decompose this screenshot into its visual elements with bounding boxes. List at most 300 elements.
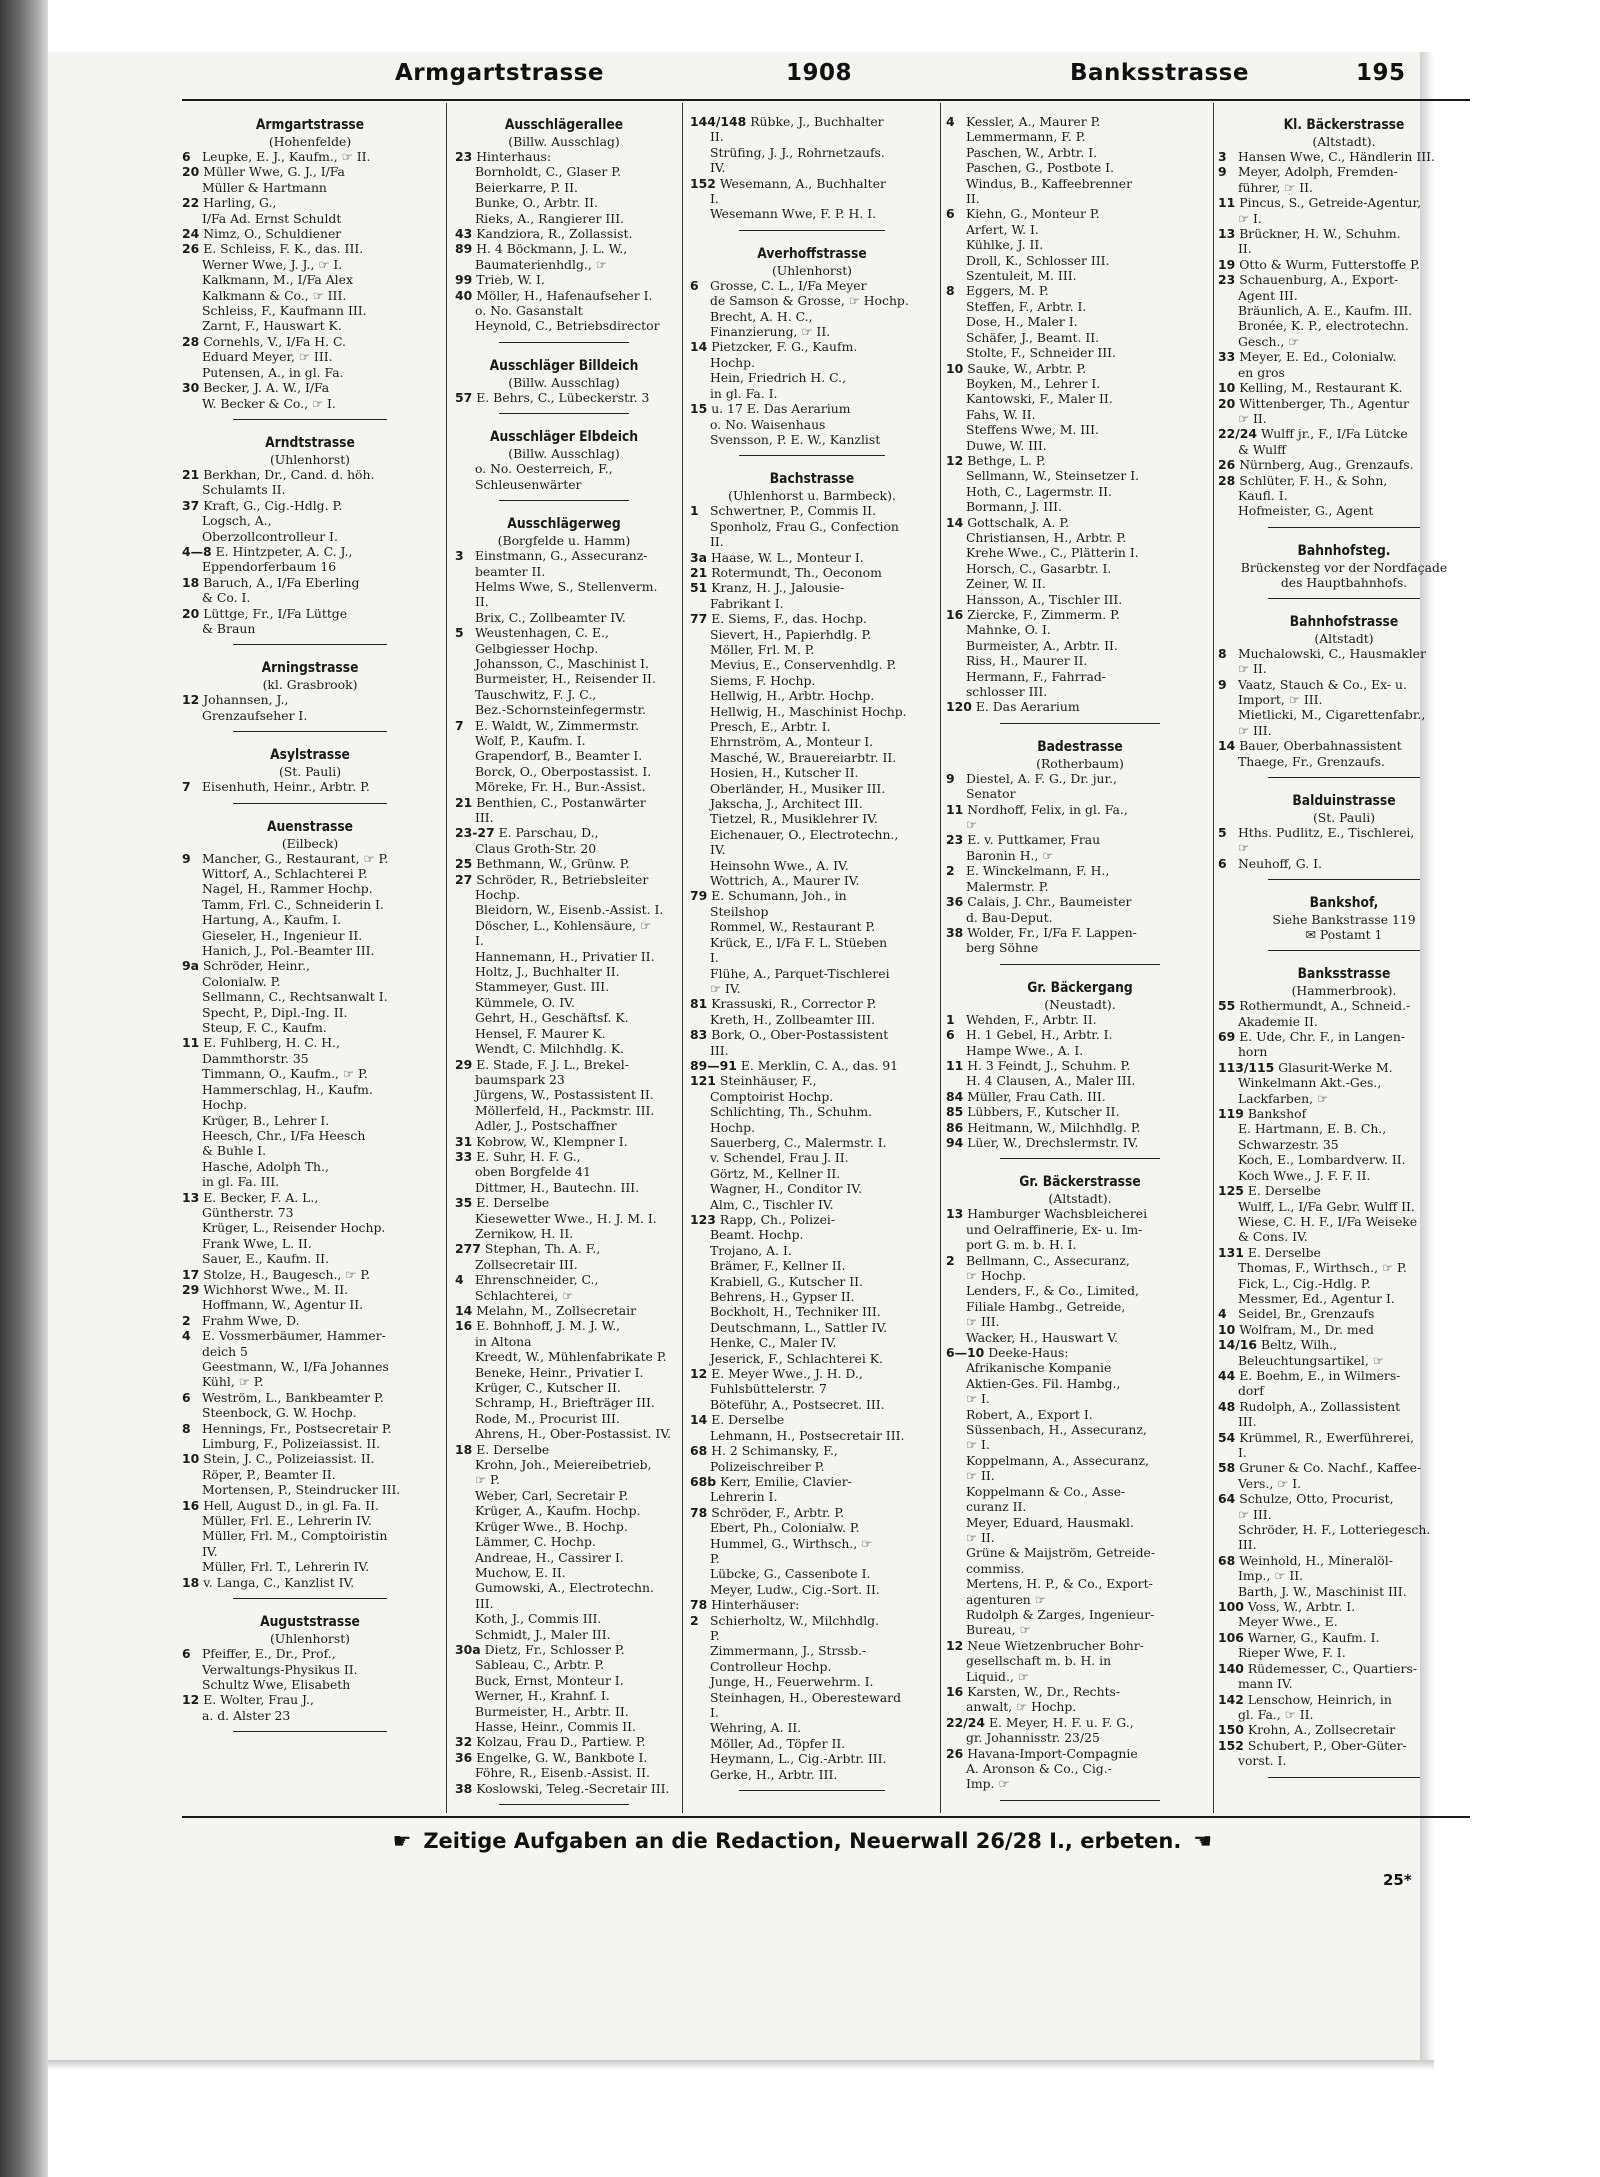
house-number: 14/16	[1218, 1337, 1258, 1353]
resident-text: Kiehn, G., Monteur P.	[965, 206, 1100, 222]
resident-entry	[455, 964, 673, 979]
resident-entry	[690, 657, 934, 672]
resident-text: W. Becker & Co., ☞ I.	[201, 395, 336, 411]
resident-text: berg Söhne	[965, 940, 1039, 956]
resident-entry	[455, 1164, 673, 1179]
street-block	[1218, 116, 1470, 528]
resident-entry	[455, 180, 673, 195]
street-district: (St. Pauli)	[1312, 810, 1376, 825]
resident-entry	[455, 810, 673, 825]
resident-entry	[182, 1662, 438, 1677]
block-separator	[233, 1598, 387, 1599]
resident-text: Sableau, C., Arbtr. P.	[474, 1657, 605, 1673]
resident-entry	[690, 935, 934, 950]
resident-entry	[455, 1288, 673, 1303]
resident-entry	[455, 1580, 673, 1595]
resident-text: ☞ I.	[965, 1437, 990, 1453]
resident-text: Steffens Wwe, M. III.	[965, 422, 1099, 438]
house-number: 15	[690, 401, 708, 417]
resident-entry	[455, 1781, 673, 1796]
resident-entry	[946, 832, 1214, 847]
resident-text: Steup, F. C., Kaufm.	[201, 1020, 327, 1036]
resident-text: E. Derselbe	[1247, 1244, 1321, 1260]
house-number: 1	[690, 503, 699, 519]
resident-text: Deutschmann, L., Sattler IV.	[709, 1319, 888, 1335]
resident-entry	[946, 1530, 1214, 1545]
resident-text: Buck, Ernst, Monteur I.	[474, 1672, 624, 1688]
resident-text: Polizeischreiber P.	[709, 1458, 825, 1474]
resident-entry	[182, 1575, 438, 1590]
resident-text: Müller, Frl. T., Lehrerin IV.	[201, 1559, 370, 1575]
resident-entry	[1218, 1476, 1470, 1491]
resident-entry	[1218, 1276, 1470, 1291]
resident-entry	[1218, 303, 1470, 318]
resident-entry	[946, 1484, 1214, 1499]
resident-entry	[946, 786, 1214, 801]
house-number: 6	[182, 1389, 191, 1405]
house-number: 4	[946, 114, 955, 129]
resident-entry	[690, 1058, 934, 1073]
resident-entry	[455, 625, 673, 640]
resident-text: Wehden, F., Arbtr. II.	[965, 1011, 1097, 1027]
resident-entry	[690, 904, 934, 919]
resident-entry	[182, 498, 438, 513]
resident-text: Föhre, R., Eisenb.-Assist. II.	[474, 1765, 650, 1781]
resident-text: Fuhlsbüttelerstr. 7	[709, 1381, 827, 1397]
resident-text: Gieseler, H., Ingenieur II.	[201, 927, 363, 943]
resident-entry	[946, 848, 1214, 863]
resident-entry	[182, 1282, 438, 1297]
resident-text: Gehrt, H., Geschäftsf. K.	[474, 1010, 629, 1026]
resident-text: Meyer, Adolph, Fremden-	[1237, 164, 1398, 180]
resident-entry	[946, 1407, 1214, 1422]
resident-entry	[455, 656, 673, 671]
resident-text: Holtz, J., Buchhalter II.	[474, 964, 620, 980]
resident-entry	[946, 376, 1214, 391]
resident-text: Beltz, Wilh.,	[1260, 1337, 1338, 1353]
resident-entry	[1218, 318, 1470, 333]
resident-text: E. Behrs, C., Lübeckerstr. 3	[476, 389, 650, 405]
pointing-hand-left-icon: ☚	[1193, 1829, 1213, 1853]
resident-entry	[690, 1150, 934, 1165]
house-number: 12	[946, 452, 964, 468]
resident-text: III.	[1237, 1537, 1257, 1553]
resident-text: und Oelraffinerie, Ex- u. Im-	[965, 1221, 1143, 1237]
house-number: 9	[182, 850, 191, 866]
resident-text: Krohn, Joh., Meiereibetrieb,	[474, 1457, 652, 1473]
resident-text: II.	[709, 534, 724, 550]
resident-text: Pietzcker, F. G., Kaufm.	[711, 339, 858, 355]
resident-text: Imp., ☞ II.	[1237, 1568, 1304, 1584]
resident-entry	[690, 1104, 934, 1119]
resident-text: Lenschow, Heinrich, in	[1247, 1691, 1392, 1707]
resident-entry	[182, 1692, 438, 1707]
resident-text: Horsch, C., Gasarbtr. I.	[965, 560, 1112, 576]
resident-text: Winkelmann Akt.-Ges.,	[1237, 1075, 1382, 1091]
resident-text: Kalkmann, M., I/Fa Alex	[201, 272, 353, 288]
resident-text: Burmeister, H., Arbtr. II.	[474, 1703, 629, 1719]
resident-text: Presch, E., Arbtr. I.	[709, 719, 831, 734]
house-number: 125	[1218, 1183, 1244, 1199]
resident-text: Muchalowski, C., Hausmakler	[1237, 645, 1426, 661]
resident-text: commiss.	[965, 1560, 1025, 1576]
resident-entry	[946, 638, 1214, 653]
resident-text: Claus Groth-Str. 20	[474, 840, 597, 856]
resident-text: Frank Wwe, L. II.	[201, 1235, 312, 1251]
resident-entry	[946, 1027, 1214, 1042]
resident-entry	[946, 361, 1214, 376]
house-number: 32	[455, 1734, 473, 1750]
resident-entry	[690, 1335, 934, 1350]
resident-text: E. Bohnhoff, J. M. J. W.,	[476, 1318, 621, 1334]
resident-text: Sauke, W., Arbtr. P.	[967, 360, 1087, 376]
resident-entry	[1218, 457, 1470, 472]
resident-entry	[690, 370, 934, 385]
resident-text: Schlachterei, ☞	[474, 1287, 574, 1303]
resident-text: Wendt, C. Milchhdlg. K.	[474, 1041, 625, 1057]
resident-entry	[690, 417, 934, 432]
resident-entry	[182, 974, 438, 989]
resident-text: Krassuski, R., Corrector P.	[711, 996, 877, 1012]
resident-text: Thaege, Fr., Grenzaufs.	[1237, 753, 1385, 769]
house-number: 8	[946, 283, 955, 299]
resident-text: Specht, P., Dipl.-Ing. II.	[201, 1004, 348, 1020]
resident-entry	[182, 943, 438, 958]
resident-text: Rommel, W., Restaurant P.	[709, 919, 876, 935]
resident-text: Müller, Frl. E., Lehrerin IV.	[201, 1513, 372, 1529]
resident-text: Trieb, W. I.	[476, 272, 545, 288]
resident-entry	[690, 704, 934, 719]
resident-entry	[690, 339, 934, 354]
resident-text: Sauer, E., Kaufm. II.	[201, 1251, 330, 1267]
resident-text: Baronin H., ☞	[965, 847, 1054, 863]
resident-text: Kerr, Emilie, Clavier-	[720, 1473, 852, 1489]
resident-entry	[182, 1174, 438, 1189]
resident-text: Wulff, L., I/Fa Gebr. Wulff II.	[1237, 1198, 1415, 1214]
resident-text: Krüger, B., Lehrer I.	[201, 1112, 330, 1128]
resident-text: Tauschwitz, F. J. C.,	[474, 686, 597, 702]
house-number: 18	[182, 1574, 200, 1590]
house-number: 99	[455, 272, 473, 288]
resident-text: baumspark 23	[474, 1071, 565, 1087]
house-number: 10	[946, 360, 964, 376]
resident-entry	[1218, 411, 1470, 426]
resident-text: Zernikow, H. II.	[474, 1225, 574, 1241]
resident-text: Timmann, O., Kaufm., ☞ P.	[201, 1066, 368, 1082]
resident-entry	[946, 330, 1214, 345]
column-divider	[940, 103, 941, 1813]
resident-entry	[690, 1366, 934, 1381]
resident-text: Becker, J. A. W., I/Fa	[203, 380, 330, 396]
resident-entry	[1218, 1152, 1470, 1167]
resident-text: Müller, Frau Cath. III.	[967, 1088, 1106, 1104]
house-number: 7	[182, 779, 191, 795]
resident-text: Schwarzestr. 35	[1237, 1136, 1339, 1152]
house-number: 16	[946, 607, 964, 622]
house-number: 106	[1218, 1629, 1244, 1645]
resident-entry	[1218, 1044, 1470, 1059]
resident-text: Trojano, A. I.	[709, 1242, 792, 1258]
resident-entry	[1218, 1522, 1470, 1537]
resident-entry	[182, 1390, 438, 1405]
resident-text: P.	[709, 1550, 720, 1566]
street-block	[946, 114, 1214, 724]
resident-entry	[946, 863, 1214, 878]
resident-text: Gerke, H., Arbtr. III.	[709, 1766, 838, 1782]
resident-text: I.	[709, 950, 719, 966]
resident-text: E. Ude, Chr. F., in Langen-	[1239, 1029, 1405, 1045]
resident-entry	[455, 1472, 673, 1487]
house-number: 19	[1218, 256, 1236, 272]
resident-entry	[455, 641, 673, 656]
resident-text: Flühe, A., Parquet-Tischlerei	[709, 965, 890, 981]
resident-text: Hinterhaus:	[476, 149, 552, 164]
resident-text: Cornehls, V., I/Fa H. C.	[203, 333, 346, 349]
resident-text: Robert, A., Export I.	[965, 1406, 1093, 1422]
resident-text: Stein, J. C., Polizeiassist. II.	[203, 1451, 375, 1467]
resident-entry	[455, 241, 673, 256]
resident-entry	[182, 1313, 438, 1328]
resident-entry	[946, 484, 1214, 499]
resident-entry	[182, 1113, 438, 1128]
resident-text: E. Fuhlberg, H. C. H.,	[203, 1035, 340, 1051]
resident-text: Lübbers, F., Kutscher II.	[967, 1104, 1120, 1120]
resident-text: Heitmann, W., Milchhdlg. P.	[967, 1119, 1141, 1135]
resident-entry	[182, 211, 438, 226]
resident-entry	[182, 1236, 438, 1251]
resident-entry	[1218, 1121, 1470, 1136]
house-number: 13	[946, 1206, 964, 1222]
resident-entry	[455, 164, 673, 179]
resident-text: Messmer, Ed., Agentur I.	[1237, 1290, 1395, 1306]
house-number: 152	[1218, 1737, 1244, 1753]
resident-text: Droll, K., Schlosser III.	[965, 252, 1110, 268]
resident-entry	[946, 468, 1214, 483]
resident-text: Schröder, R., Betriebsleiter	[476, 871, 649, 887]
resident-text: Rübke, J., Buchhalter	[750, 114, 884, 129]
resident-entry	[946, 299, 1214, 314]
house-number: 22	[182, 195, 200, 211]
house-number: 29	[182, 1281, 200, 1297]
resident-entry	[1218, 1214, 1470, 1229]
resident-entry	[455, 226, 673, 241]
resident-text: Kümmele, O. IV.	[474, 994, 575, 1010]
resident-entry	[690, 827, 934, 842]
resident-entry	[946, 1299, 1214, 1314]
house-number: 36	[946, 894, 964, 910]
house-number: 11	[182, 1035, 200, 1051]
resident-entry	[690, 503, 934, 518]
resident-entry	[182, 1020, 438, 1035]
resident-text: Wacker, H., Hauswart V.	[965, 1329, 1118, 1345]
block-separator	[1000, 723, 1161, 724]
resident-entry	[690, 1767, 934, 1782]
resident-entry	[690, 888, 934, 903]
resident-entry	[1218, 1553, 1470, 1568]
resident-entry	[182, 180, 438, 195]
resident-text: Baumaterienhdlg., ☞	[474, 256, 607, 272]
resident-entry	[1218, 272, 1470, 287]
resident-text: & Wulff	[1237, 441, 1286, 457]
resident-text: Arfert, W. I.	[965, 221, 1039, 237]
house-number: 2	[182, 1312, 191, 1328]
resident-text: II.	[965, 191, 980, 207]
resident-entry	[690, 1536, 934, 1551]
resident-text: Agent III.	[1237, 287, 1298, 303]
house-number: 11	[946, 1057, 964, 1073]
resident-text: E. Parschau, D.,	[498, 825, 599, 841]
street-district: (Rotherbaum)	[1036, 755, 1124, 771]
resident-text: Güntherstr. 73	[201, 1204, 294, 1220]
resident-text: Rothermundt, A., Schneid.-	[1239, 998, 1411, 1014]
resident-entry	[946, 160, 1214, 175]
resident-text: H. 3 Feindt, J., Schuhm. P.	[967, 1057, 1131, 1073]
resident-entry	[690, 1720, 934, 1735]
resident-text: H. 4 Böckmann, J. L. W.,	[476, 241, 628, 257]
resident-entry	[182, 1005, 438, 1020]
resident-text: Sauerberg, C., Malermstr. I.	[709, 1134, 887, 1150]
resident-text: Glasurit-Werke M.	[1278, 1059, 1393, 1075]
street-district: (Uhlenhorst)	[771, 262, 853, 278]
resident-entry	[690, 1243, 934, 1258]
resident-entry	[690, 1412, 934, 1427]
house-number: 11	[1218, 195, 1236, 211]
resident-entry	[455, 841, 673, 856]
resident-text: Mevius, E., Conservenhdlg. P.	[709, 657, 897, 673]
resident-text: Beleuchtungsartikel, ☞	[1237, 1352, 1384, 1368]
resident-entry	[455, 1673, 673, 1688]
resident-entry	[946, 894, 1214, 909]
resident-entry	[182, 1344, 438, 1359]
resident-entry	[946, 1669, 1214, 1684]
resident-entry	[1218, 677, 1470, 692]
resident-entry	[455, 1550, 673, 1565]
resident-entry	[946, 499, 1214, 514]
resident-text: Oberländer, H., Musiker III.	[709, 780, 886, 796]
resident-text: Limburg, F., Polizeiassist. II.	[201, 1436, 381, 1452]
resident-text: Bankshof	[1247, 1106, 1307, 1122]
resident-text: Johansson, C., Maschinist I.	[474, 655, 649, 671]
resident-entry	[690, 1582, 934, 1597]
resident-entry	[690, 1690, 934, 1705]
resident-entry	[182, 1559, 438, 1574]
resident-entry	[455, 748, 673, 763]
resident-entry	[690, 1212, 934, 1227]
resident-entry	[946, 1437, 1214, 1452]
block-separator	[499, 342, 630, 343]
resident-entry	[455, 718, 673, 733]
resident-entry	[946, 1499, 1214, 1514]
resident-entry	[1218, 473, 1470, 488]
block-separator	[233, 731, 387, 732]
resident-text: Tamm, Frl. C., Schneiderin I.	[201, 896, 384, 912]
house-number: 23	[1218, 272, 1236, 288]
resident-entry	[182, 272, 438, 287]
resident-entry	[455, 1457, 673, 1472]
resident-entry	[455, 1488, 673, 1503]
resident-text: Hoth, C., Lagermstr. II.	[965, 483, 1112, 499]
house-number: 24	[182, 226, 200, 242]
street-district: (St. Pauli)	[278, 764, 342, 780]
resident-entry	[1218, 646, 1470, 661]
street-block	[1218, 613, 1470, 778]
resident-text: ☞ II.	[1237, 410, 1267, 426]
house-number: 23	[455, 149, 473, 164]
resident-text: Hummel, G., Wirthsch., ☞	[709, 1535, 873, 1551]
street-heading: Ausschläger Billdeich	[489, 357, 639, 374]
resident-entry	[182, 928, 438, 943]
street-block	[946, 979, 1214, 1160]
house-number: 26	[1218, 457, 1236, 473]
house-number: 3a	[690, 549, 707, 565]
resident-text: Steinhäuser, F.,	[719, 1073, 817, 1089]
resident-entry	[690, 1381, 934, 1396]
resident-text: Bork, O., Ober-Postassistent	[711, 1027, 889, 1043]
street-block	[455, 116, 673, 343]
resident-entry	[1218, 226, 1470, 241]
resident-entry	[690, 386, 934, 401]
resident-entry	[946, 1360, 1214, 1375]
house-number: 11	[946, 801, 964, 817]
resident-text: Kandziora, R., Zollassist.	[476, 226, 633, 242]
resident-entry	[455, 579, 673, 594]
house-number: 6	[690, 277, 699, 293]
resident-text: Brix, C., Zollbeamter IV.	[474, 609, 626, 625]
resident-entry	[1218, 723, 1470, 738]
house-number: 68	[1218, 1552, 1236, 1568]
resident-text: Brämer, F., Kellner II.	[709, 1258, 846, 1274]
house-number: 119	[1218, 1106, 1244, 1122]
resident-text: Grüne & Maijström, Getreide-	[965, 1545, 1156, 1561]
resident-text: Grosse, C. L., I/Fa Meyer	[709, 277, 867, 293]
resident-entry	[182, 1066, 438, 1081]
resident-entry	[690, 611, 934, 626]
resident-entry	[946, 684, 1214, 699]
resident-entry	[455, 1303, 673, 1318]
resident-text: Neuhoff, G. I.	[1237, 855, 1322, 871]
resident-text: ☞	[1237, 840, 1250, 856]
resident-entry	[946, 1314, 1214, 1329]
resident-text: Hansen Wwe, C., Händlerin III.	[1237, 149, 1435, 164]
resident-text: oben Borgfelde 41	[474, 1164, 591, 1180]
resident-entry	[1218, 380, 1470, 395]
house-number: 40	[455, 287, 473, 303]
house-number: 20	[1218, 395, 1236, 411]
house-number: 84	[946, 1088, 964, 1104]
resident-entry	[455, 1750, 673, 1765]
house-number: 10	[182, 1451, 200, 1467]
resident-text: Paschen, G., Postbote I.	[965, 160, 1114, 176]
resident-text: Szentuleit, M. III.	[965, 268, 1077, 284]
resident-text: E. Winckelmann, F. H.,	[965, 863, 1110, 879]
resident-entry	[1218, 1676, 1470, 1691]
resident-entry	[946, 561, 1214, 576]
resident-entry	[690, 1489, 934, 1504]
house-number: 18	[182, 574, 200, 590]
resident-text: E. Derselbe	[476, 1195, 550, 1211]
resident-entry	[182, 708, 438, 723]
resident-text: Koslowski, Teleg.-Secretair III.	[476, 1780, 670, 1796]
resident-entry	[1218, 825, 1470, 840]
resident-text: E. Hintzpeter, A. C. J.,	[215, 543, 353, 559]
resident-text: Schultz Wwe, Elisabeth	[201, 1676, 351, 1692]
resident-entry	[690, 627, 934, 642]
resident-entry	[946, 1730, 1214, 1745]
resident-text: Meyer, Eduard, Hausmakl.	[965, 1514, 1134, 1530]
resident-text: Zimmermann, J., Strssb.-	[709, 1643, 867, 1659]
resident-text: Warner, G., Kaufm. I.	[1247, 1629, 1380, 1645]
resident-entry	[455, 1365, 673, 1380]
